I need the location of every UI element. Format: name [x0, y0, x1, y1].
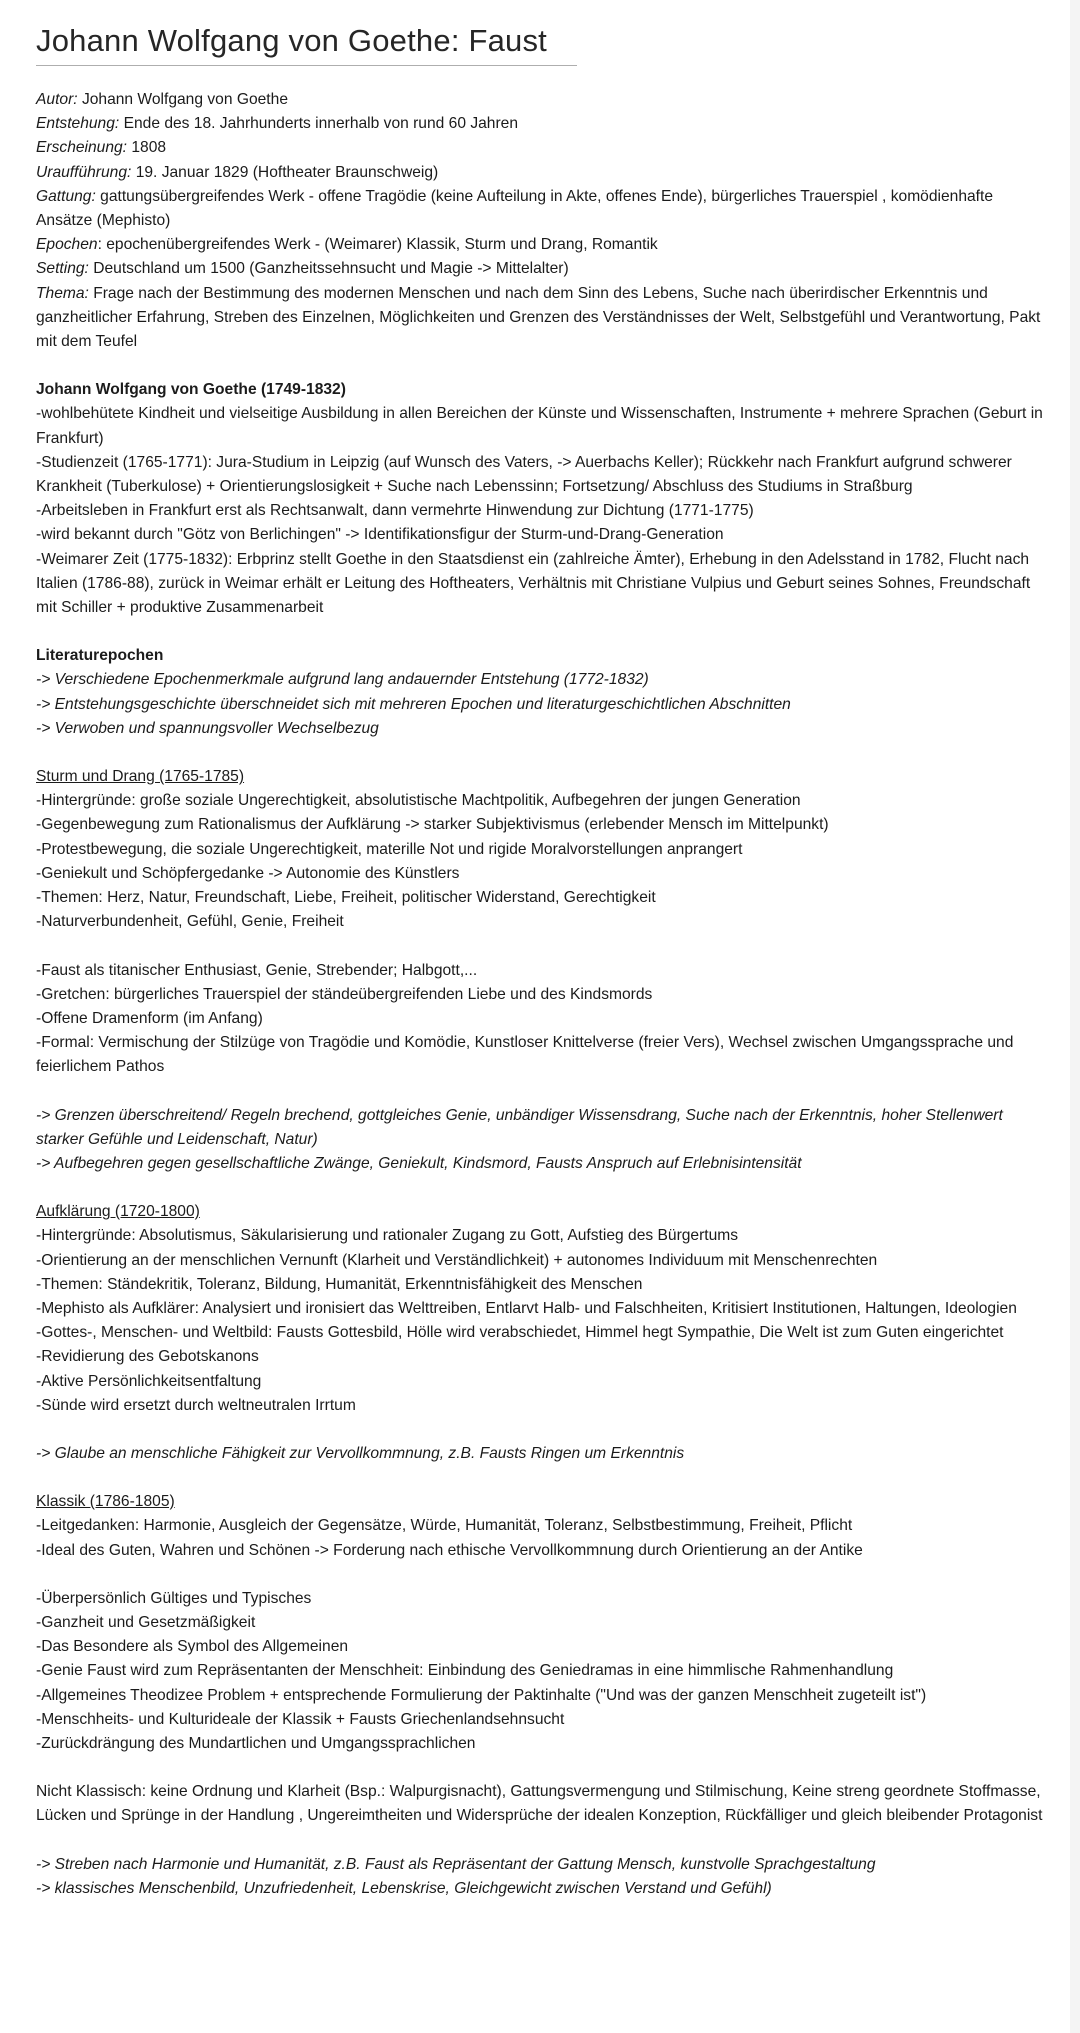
- aufklaerung-line: -Aktive Persönlichkeitsentfaltung: [36, 1372, 262, 1390]
- sturm-faust-line: -Gretchen: bürgerliches Trauerspiel der ständeübergreifenden Liebe und des Kindsmords: [36, 985, 653, 1003]
- spacer: [36, 935, 1046, 959]
- biography-heading: Johann Wolfgang von Goethe (1749-1832): [36, 381, 346, 399]
- sturm-line: -Naturverbundenheit, Gefühl, Genie, Freiheit: [36, 913, 344, 931]
- meta-line: [36, 112, 1046, 136]
- biography-line: -wohlbehütete Kindheit und vielseitige Ausbildung in allen Bereichen der Künste und Wissenschaften, Instrumente + mehrere Sprachen (Geburt in Frankfurt): [36, 405, 1043, 447]
- meta-key: Uraufführung:: [36, 163, 132, 181]
- aufklaerung-heading: Aufklärung (1720-1800): [36, 1203, 200, 1221]
- meta-value: Deutschland um 1500 (Ganzheitssehnsucht und Magie -> Mittelalter): [88, 260, 569, 278]
- epochs-line: -> Entstehungsgeschichte überschneidet sich mit mehreren Epochen und literaturgeschichtlichen Abschnitten: [36, 695, 791, 713]
- meta-key: Thema:: [36, 284, 89, 302]
- aufklaerung-section: [36, 1200, 1046, 1466]
- biography-line: -wird bekannt durch "Götz von Berlichingen" -> Identifikationsfigur der Sturm-und-Drang-Generation: [36, 526, 724, 544]
- klassik-heading: Klassik (1786-1805): [36, 1493, 175, 1511]
- sturm-faust-line: -Offene Dramenform (im Anfang): [36, 1009, 263, 1027]
- meta-key: Autor:: [36, 91, 78, 108]
- meta-value: Johann Wolfgang von Goethe: [77, 91, 288, 108]
- meta-value: : epochenübergreifendes Werk - (Weimarer) Klassik, Sturm und Drang, Romantik: [97, 236, 658, 254]
- meta-key: Setting:: [36, 260, 89, 278]
- spacer: [36, 1829, 1046, 1853]
- meta-value: 1808: [127, 139, 167, 157]
- sturm-faust-line: -Formal: Vermischung der Stilzüge von Tragödie und Komödie, Kunstloser Knittelverse (freier Vers), Wechsel zwischen Umgangssprache und feierlichem Pathos: [36, 1034, 1014, 1076]
- meta-value: Frage nach der Bestimmung des modernen Menschen und nach dem Sinn des Lebens, Suche nach überirdischer Erkenntnis und ganzheitlicher Erfahrung, Streben des Einzelnen, Möglichkeiten und Grenzen des Verständnisses der Welt, Selbstgefühl und Verantwortung, Pakt mit dem Teufel: [36, 284, 1041, 351]
- meta-value: Ende des 18. Jahrhunderts innerhalb von rund 60 Jahren: [119, 115, 519, 133]
- document-title: Johann Wolfgang von Goethe: Faust: [36, 23, 547, 58]
- biography-line: -Weimarer Zeit (1775-1832): Erbprinz stellt Goethe in den Staatsdienst ein (zahlreiche Ämter), Erhebung in den Adelsstand in 1782, Flucht nach Italien (1786-88), zurück in Weimar erhält er Leitung des Hoftheaters, Verhältnis mit Christiane Vulpius und Geburt seines Sohnes, Freundschaft mit Schiller + produktive Zusammenarbeit: [36, 550, 1031, 617]
- meta-line: [36, 88, 1046, 112]
- meta-key: Gattung:: [36, 187, 96, 205]
- epochs-intro-section: [36, 644, 1046, 741]
- klassik-faust-line: -Das Besondere als Symbol des Allgemeinen: [36, 1638, 349, 1656]
- spacer: [36, 1563, 1046, 1587]
- meta-key: Erscheinung:: [36, 139, 128, 157]
- meta-line: [36, 257, 1046, 281]
- klassik-faust-line: -Allgemeines Theodizee Problem + entsprechende Formulierung der Paktinhalte ("Und was der ganzen Menschheit zugeteilt ist"): [36, 1686, 927, 1704]
- klassik-faust-line: -Ganzheit und Gesetzmäßigkeit: [36, 1613, 256, 1631]
- sturm-line: -Hintergründe: große soziale Ungerechtigkeit, absolutistische Machtpolitik, Aufbegehren der jungen Generation: [36, 792, 801, 810]
- klassik-section: [36, 1490, 1046, 1901]
- klassik-line: -Leitgedanken: Harmonie, Ausgleich der Gegensätze, Würde, Humanität, Toleranz, Selbstbestimmung, Freiheit, Pflicht: [36, 1517, 853, 1535]
- sturm-line: -Protestbewegung, die soziale Ungerechtigkeit, materille Not und rigide Moralvorstellungen anprangert: [36, 840, 743, 858]
- klassik-faust-line: -Genie Faust wird zum Repräsentanten der Menschheit: Einbindung des Geniedramas in eine himmlische Rahmenhandlung: [36, 1662, 894, 1680]
- klassik-not-classic-line: Nicht Klassisch: keine Ordnung und Klarheit (Bsp.: Walpurgisnacht), Gattungsvermengung und Stilmischung, Keine streng geordnete Stoffmasse, Lücken und Sprünge in der Handlung , Ungereimtheiten und Widersprüche der idealen Konzeption, Rückfälliger und gleich bleibender Protagonist: [36, 1783, 1043, 1825]
- klassik-faust-line: -Menschheits- und Kulturideale der Klassik + Fausts Griechenlandsehnsucht: [36, 1710, 565, 1728]
- aufklaerung-line: -Revidierung des Gebotskanons: [36, 1348, 259, 1366]
- klassik-summary-line: -> klassisches Menschenbild, Unzufriedenheit, Lebenskrise, Gleichgewicht zwischen Verstand und Gefühl): [36, 1879, 772, 1897]
- aufklaerung-line: -Gottes-, Menschen- und Weltbild: Fausts Gottesbild, Hölle wird verabschiedet, Himmel hegt Sympathie, Die Welt ist zum Guten eingerichtet: [36, 1324, 1004, 1342]
- biography-section: [36, 378, 1046, 620]
- scrollbar-track[interactable]: [1070, 0, 1080, 2033]
- sturm-heading: Sturm und Drang (1765-1785): [36, 768, 245, 786]
- metadata-block: [36, 88, 1046, 354]
- biography-line: -Studienzeit (1765-1771): Jura-Studium in Leipzig (auf Wunsch des Vaters, -> Auerbachs Keller); Rückkehr nach Frankfurt aufgrund schwerer Krankheit (Tuberkulose) + Orientierungslosigkeit + Suche nach Lebenssinn; Fortsetzung/ Abschluss des Studiums in Straßburg: [36, 453, 1012, 496]
- meta-line: [36, 136, 1046, 160]
- sturm-line: -Geniekult und Schöpfergedanke -> Autonomie des Künstlers: [36, 864, 460, 882]
- epochs-line: -> Verschiedene Epochenmerkmale aufgrund lang andauernder Entstehung (1772-1832): [36, 671, 649, 689]
- klassik-faust-line: -Zurückdrängung des Mundartlichen und Umgangssprachlichen: [36, 1734, 476, 1752]
- document-page: [36, 0, 1046, 1901]
- aufklaerung-line: -Themen: Ständekritik, Toleranz, Bildung, Humanität, Erkenntnisfähigkeit des Menschen: [36, 1275, 643, 1293]
- meta-value: 19. Januar 1829 (Hoftheater Braunschweig): [131, 163, 439, 181]
- sturm-summary-line: -> Aufbegehren gegen gesellschaftliche Zwänge, Geniekult, Kindsmord, Fausts Anspruch auf Erlebnisintensität: [36, 1154, 802, 1172]
- sturm-und-drang-section: [36, 765, 1046, 1176]
- aufklaerung-line: -Orientierung an der menschlichen Vernunft (Klarheit und Verständlichkeit) + autonomes Individuum mit Menschenrechten: [36, 1251, 878, 1269]
- klassik-faust-line: -Überpersönlich Gültiges und Typisches: [36, 1589, 312, 1607]
- meta-line: [36, 282, 1046, 355]
- epochs-line: -> Verwoben und spannungsvoller Wechselbezug: [36, 719, 379, 737]
- klassik-line: -Ideal des Guten, Wahren und Schönen -> Forderung nach ethische Vervollkommnung durch Orientierung an der Antike: [36, 1541, 863, 1559]
- meta-line: [36, 185, 1046, 233]
- meta-key: Entstehung:: [36, 115, 120, 133]
- sturm-faust-line: -Faust als titanischer Enthusiast, Genie, Strebender; Halbgott,...: [36, 961, 478, 979]
- meta-line: [36, 161, 1046, 185]
- aufklaerung-line: -Mephisto als Aufklärer: Analysiert und ironisiert das Welttreiben, Entlarvt Halb- und Falschheiten, Kritisiert Institutionen, Haltungen, Ideologien: [36, 1299, 1017, 1317]
- epochs-heading: Literaturepochen: [36, 647, 164, 665]
- spacer: [36, 1080, 1046, 1104]
- meta-line: [36, 233, 1046, 257]
- spacer: [36, 1756, 1046, 1780]
- klassik-summary-line: -> Streben nach Harmonie und Humanität, z.B. Faust als Repräsentant der Gattung Mensch, kunstvolle Sprachgestaltung: [36, 1855, 876, 1873]
- sturm-line: -Themen: Herz, Natur, Freundschaft, Liebe, Freiheit, politischer Widerstand, Gerechtigkeit: [36, 889, 656, 907]
- aufklaerung-line: -Sünde wird ersetzt durch weltneutralen Irrtum: [36, 1396, 356, 1414]
- title-underline: [36, 65, 577, 66]
- meta-key: Epochen: [36, 236, 98, 254]
- aufklaerung-line: -Hintergründe: Absolutismus, Säkularisierung und rationaler Zugang zu Gott, Aufstieg des Bürgertums: [36, 1227, 739, 1245]
- aufklaerung-summary-line: -> Glaube an menschliche Fähigkeit zur Vervollkommnung, z.B. Fausts Ringen um Erkenntnis: [36, 1444, 685, 1462]
- spacer: [36, 1418, 1046, 1442]
- sturm-summary-line: -> Grenzen überschreitend/ Regeln brechend, gottgleiches Genie, unbändiger Wissensdrang, Suche nach der Erkenntnis, hoher Stellenwert starker Gefühle und Leidenschaft, Natur): [36, 1106, 1003, 1148]
- biography-line: -Arbeitsleben in Frankfurt erst als Rechtsanwalt, dann vermehrte Hinwendung zur Dichtung (1771-1775): [36, 502, 754, 520]
- sturm-line: -Gegenbewegung zum Rationalismus der Aufklärung -> starker Subjektivismus (erlebender Mensch im Mittelpunkt): [36, 816, 829, 834]
- meta-value: gattungsübergreifendes Werk - offene Tragödie (keine Aufteilung in Akte, offenes Ende), bürgerliches Trauerspiel , komödienhafte Ansätze (Mephisto): [36, 187, 994, 230]
